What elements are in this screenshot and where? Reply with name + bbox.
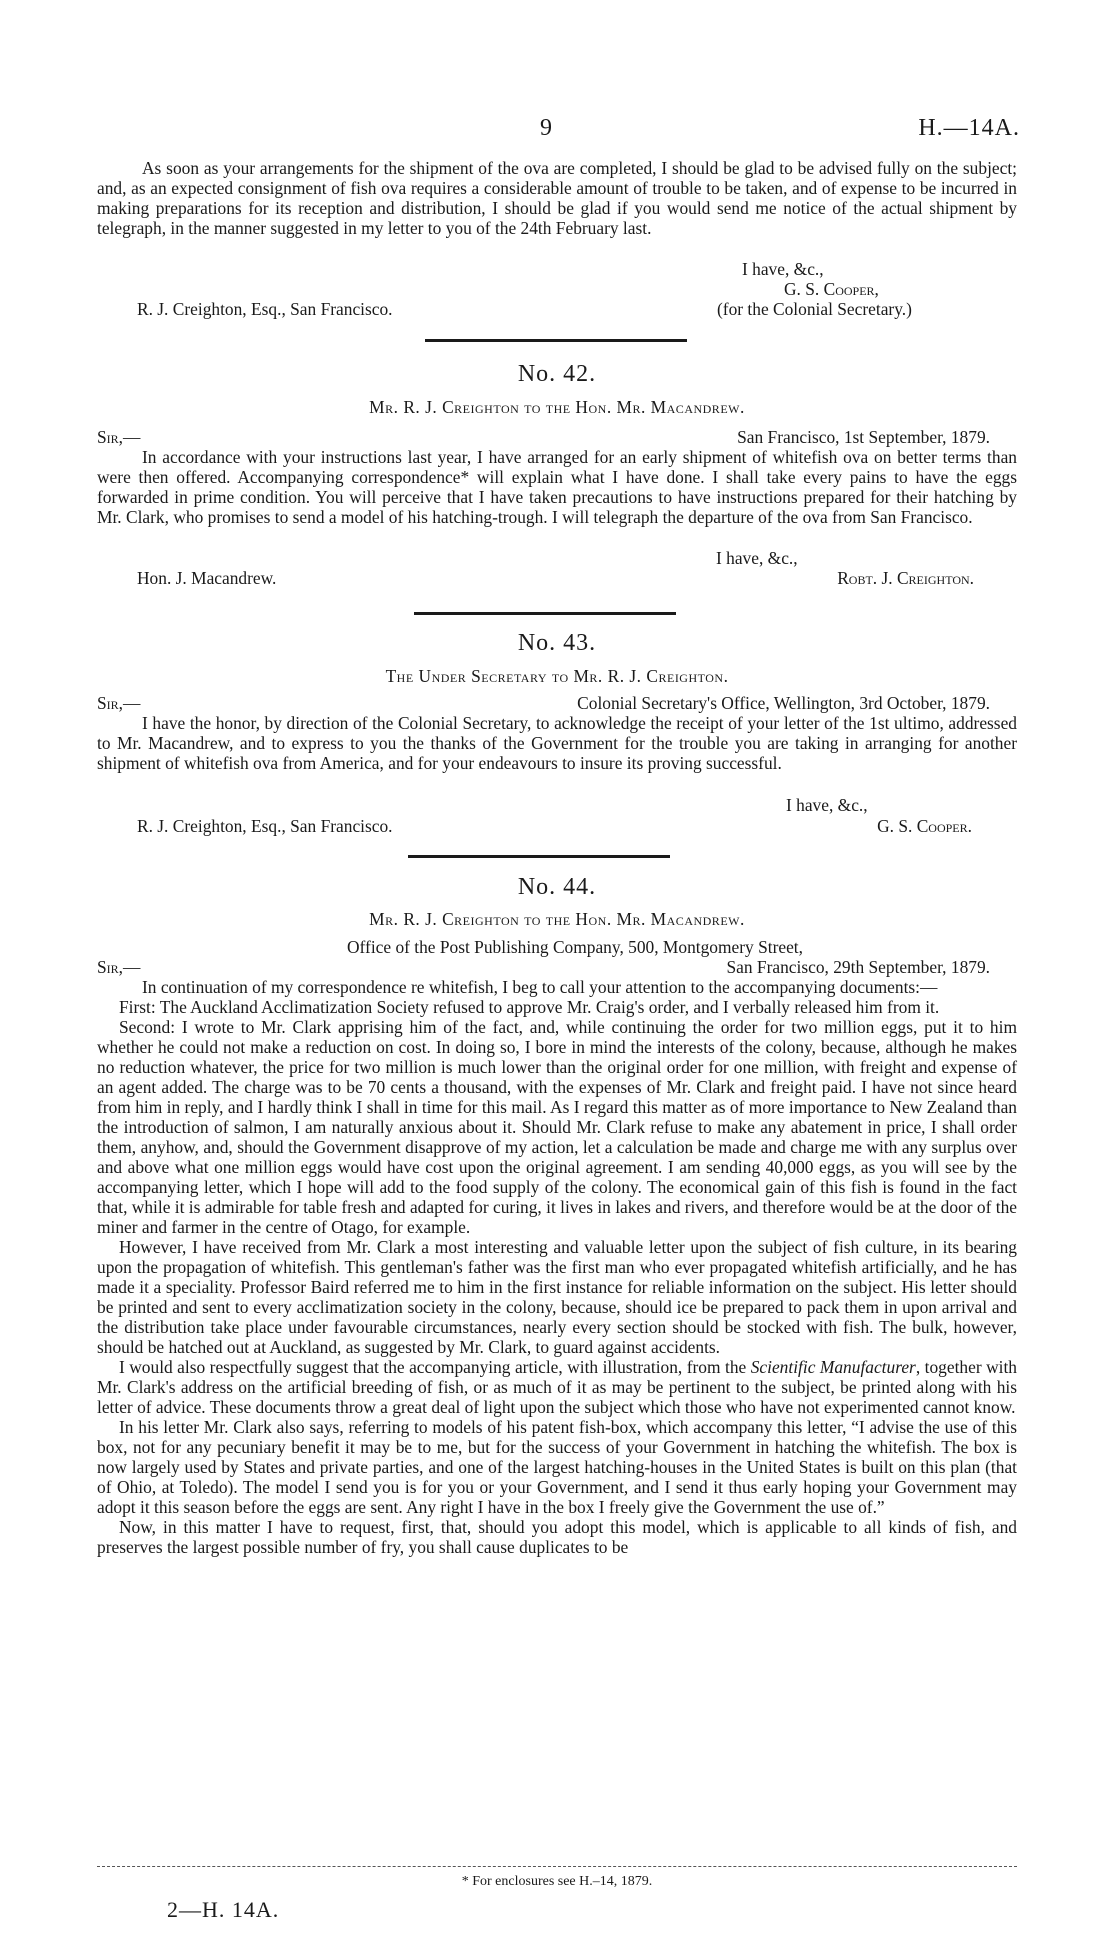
paragraph-5-text-start: I would also respectfully suggest that the accompanying article, with illustration, from the xyxy=(119,1357,751,1377)
page-signature-mark: 2—H. 14A. xyxy=(167,1897,280,1922)
letter-44-paragraph-1: In continuation of my correspondence re whitefish, I beg to call your attention to the accompanying documents:— xyxy=(142,977,938,997)
letter-43-signer: G. S. Cooper. xyxy=(877,816,972,836)
intro-signer-name: G. S. Cooper, xyxy=(784,279,879,299)
letter-44-paragraph-5 xyxy=(97,1357,1017,1417)
letter-42-body: In accordance with your instructions last year, I have arranged for an early shipment of whitefish ova on better terms than were then offered. Accompanying correspondence* will explain what I have done. I shall take every pains to have the eggs forwarded in prime condition. You will perceive that I have taken precautions to have instructions prepared for their hatching by Mr. Clark, who promises to send a model of his hatching-trough. I will telegraph the departure of the ova from San Francisco. xyxy=(97,447,1017,527)
section-divider xyxy=(425,339,687,342)
letter-43-title: The Under Secretary to Mr. R. J. Creighton. xyxy=(385,666,729,686)
intro-closing: I have, &c., xyxy=(742,259,824,279)
footnote: * For enclosures see H.–14, 1879. xyxy=(461,1874,653,1889)
letter-44-paragraph-3: Second: I wrote to Mr. Clark apprising him of the fact, and, while continuing the order for two million eggs, put it to him whether he could not make a reduction on cost. In doing so, I bore in mind the interests of the colony, because, although he makes no reduction whatever, the price for two million is much lower than the original order for one million, with freight and expense of an agent added. The charge was to be 70 cents a thousand, with the expenses of Mr. Clark and freight paid. I have not since heard from him in reply, and I hardly think I shall in time for this mail. As I regard this matter as of more importance to New Zealand than the introduction of salmon, I am naturally anxious about it. Should Mr. Clark refuse to make any abatement in price, I shall order them, anyhow, and, should the Government disapprove of my action, let a calculation be made and charge me with any surplus over and above what one million eggs would have cost upon the original agreement. I am sending 40,000 eggs, as you will see by the accompanying letter, which I hope will add to the food supply of the colony. The economical gain of this fish is found in the fact that, while it is admirable for table fresh and adapted for curing, it lives in lakes and rivers, and therefore would be at the door of the miner and farmer in the centre of Otago, for example. xyxy=(97,1017,1017,1237)
letter-44-paragraph-6: In his letter Mr. Clark also says, referring to models of his patent fish-box, which accompany this letter, “I advise the use of this box, not for any pecuniary benefit it may be to me, but for the success of your Government in hatching the whitefish. The box is now largely used by States and private parties, and one of the largest hatching-houses in the United States is built on this plan (that of Ohio, at Toledo). The model I send you is for you or your Government, and I send it thus early hoping your Government may adopt it this season before the eggs are sent. Any right I have in the box I freely give the Government the use of.” xyxy=(97,1417,1017,1517)
footnote-divider xyxy=(97,1866,1017,1868)
letter-44-title: Mr. R. J. Creighton to the Hon. Mr. Macandrew. xyxy=(369,909,745,929)
letter-44-salutation: Sir,— xyxy=(97,957,141,977)
letter-42-salutation: Sir,— xyxy=(97,427,141,447)
intro-signer-note: (for the Colonial Secretary.) xyxy=(717,299,912,319)
letter-42-title: Mr. R. J. Creighton to the Hon. Mr. Macandrew. xyxy=(369,397,745,417)
letter-42-place-date: San Francisco, 1st September, 1879. xyxy=(737,427,990,447)
letter-43-salutation: Sir,— xyxy=(97,693,141,713)
letter-44-number: No. 44. xyxy=(517,874,597,900)
intro-addressee: R. J. Creighton, Esq., San Francisco. xyxy=(137,299,393,319)
section-divider xyxy=(414,612,676,615)
letter-42-number: No. 42. xyxy=(517,361,597,387)
letter-43-closing: I have, &c., xyxy=(786,795,868,815)
letter-44-paragraph-7: Now, in this matter I have to request, first, that, should you adopt this model, which is applicable to all kinds of fish, and preserves the largest possible number of fry, you shall cause duplicates to be xyxy=(97,1517,1017,1557)
letter-43-body: I have the honor, by direction of the Colonial Secretary, to acknowledge the receipt of your letter of the 1st ultimo, addressed to Mr. Macandrew, and to express to you the thanks of the Government for the trouble you are taking in arranging for another shipment of whitefish ova from America, and for your endeavours to insure its proving successful. xyxy=(97,713,1017,773)
letter-42-closing: I have, &c., xyxy=(716,548,798,568)
letter-44-paragraph-2: First: The Auckland Acclimatization Society refused to approve Mr. Craig's order, and I verbally released him from it. xyxy=(119,997,940,1017)
paragraph-5-text-end: , together with Mr. Clark's address on the artificial breeding of fish, or as much of it as may be pertinent to the subject, be printed along with his letter of advice. These documents throw a great deal of light upon the subject which those who have not experimented cannot know. xyxy=(97,1357,1017,1417)
document-reference: H.—14A. xyxy=(918,115,1020,141)
letter-44-paragraph-4: However, I have received from Mr. Clark a most interesting and valuable letter upon the subject of fish culture, in its bearing upon the propagation of whitefish. This gentleman's father was the first man who ever propagated whitefish artificially, and he has made it a speciality. Professor Baird referred me to him in the first instance for reliable information on the subject. His letter should be printed and sent to every acclimatization society in the colony, because, should ice be prepared to pack them in upon arrival and the distribution take place under favourable circumstances, nearly every section should be stocked with fish. The bulk, however, should be hatched out at Auckland, as suggested by Mr. Clark, to guard against accidents. xyxy=(97,1237,1017,1357)
letter-42-addressee: Hon. J. Macandrew. xyxy=(137,568,277,588)
intro-signer xyxy=(784,279,879,299)
letter-42-signer: Robt. J. Creighton. xyxy=(837,568,974,588)
letter-43-number: No. 43. xyxy=(517,630,597,656)
section-divider xyxy=(408,855,670,858)
letter-43-addressee: R. J. Creighton, Esq., San Francisco. xyxy=(137,816,393,836)
intro-paragraph: As soon as your arrangements for the shipment of the ova are completed, I should be glad to be advised fully on the subject; and, as an expected consignment of fish ova requires a considerable amount of trouble to be taken, and of expense to be incurred in making preparations for its reception and distribution, I should be glad if you would send me notice of the actual shipment by telegraph, in the manner suggested in my letter to you of the 24th February last. xyxy=(97,158,1017,238)
letter-44-place-line1: Office of the Post Publishing Company, 500, Montgomery Street, xyxy=(347,937,803,957)
publication-title: Scientific Manufacturer xyxy=(750,1357,916,1377)
page-number: 9 xyxy=(540,115,552,141)
letter-43-place-date: Colonial Secretary's Office, Wellington, 3rd October, 1879. xyxy=(577,693,990,713)
letter-44-body xyxy=(97,977,1017,1557)
letter-44-place-date: San Francisco, 29th September, 1879. xyxy=(726,957,990,977)
